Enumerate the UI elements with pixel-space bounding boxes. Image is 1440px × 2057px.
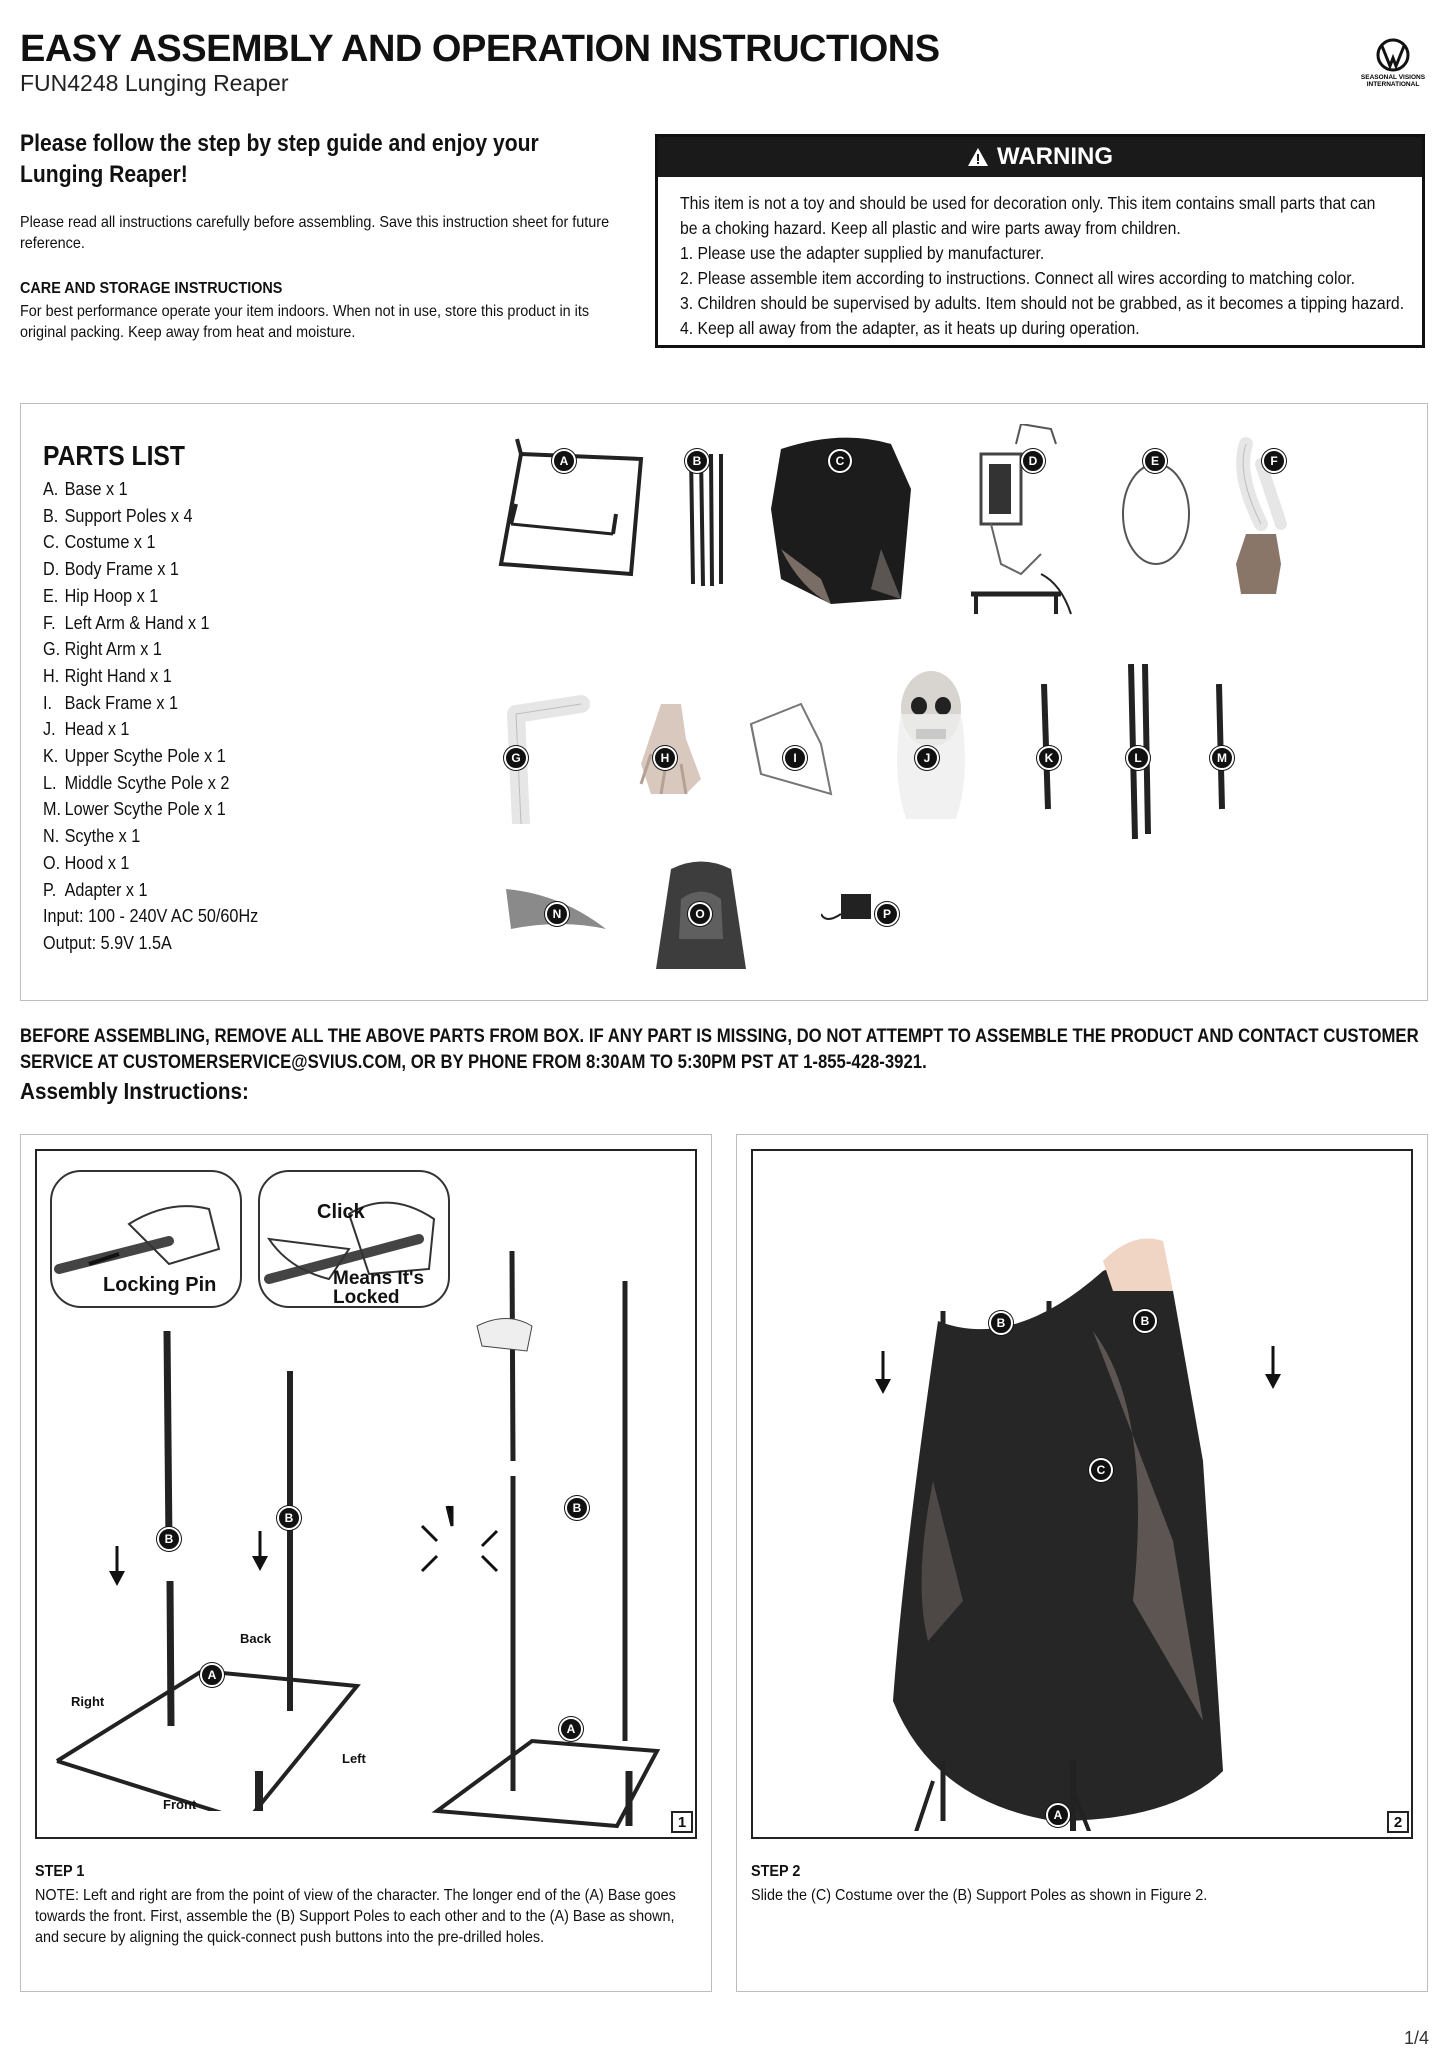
part-badge-a: A bbox=[552, 449, 576, 473]
warning-item4: 4. Keep all away from the adapter, as it heats up during operation. bbox=[680, 318, 1140, 338]
parts-list-item: P. Adapter x 1 bbox=[43, 879, 148, 900]
parts-list-item: O. Hood x 1 bbox=[43, 852, 130, 873]
part-badge-p: P bbox=[875, 902, 899, 926]
assembly-heading: Assembly Instructions: bbox=[20, 1078, 249, 1104]
means-locked-label: Means It's Locked bbox=[333, 1268, 425, 1308]
care-heading: CARE AND STORAGE INSTRUCTIONS bbox=[20, 280, 283, 297]
step1-label: STEP 1 bbox=[35, 1863, 85, 1880]
part-badge-g: G bbox=[504, 746, 528, 770]
parts-list-item: H. Right Hand x 1 bbox=[43, 665, 172, 686]
read-instructions-note: Please read all instructions carefully before assembling. Save this instruction sheet for future reference. bbox=[20, 214, 610, 252]
step1-badge-a-assembled: A bbox=[559, 1717, 583, 1741]
intro-heading-line2: Lunging Reaper! bbox=[20, 161, 188, 188]
warning-line1: This item is not a toy and should be used for decoration only. This item contains small parts that can bbox=[680, 193, 1376, 213]
parts-list-item: K. Upper Scythe Pole x 1 bbox=[43, 746, 226, 767]
front-label: Front bbox=[163, 1797, 197, 1812]
parts-list-item: E. Hip Hoop x 1 bbox=[43, 585, 159, 606]
parts-list-item: N. Scythe x 1 bbox=[43, 826, 141, 847]
part-badge-k: K bbox=[1037, 746, 1061, 770]
step1-assembled-illustration bbox=[397, 1251, 697, 1831]
step2-figure bbox=[751, 1149, 1413, 1839]
warning-text bbox=[680, 191, 1427, 341]
parts-list bbox=[43, 476, 258, 957]
part-badge-d: D bbox=[1021, 449, 1045, 473]
part-b-poles-image bbox=[681, 454, 731, 594]
intro-heading bbox=[20, 128, 539, 190]
warning-triangle-icon bbox=[967, 147, 989, 167]
step2-badge-b-left: B bbox=[989, 1311, 1013, 1335]
part-badge-c: C bbox=[828, 449, 852, 473]
parts-list-panel bbox=[20, 403, 1428, 1001]
warning-header bbox=[658, 137, 1422, 177]
step2-figure-number: 2 bbox=[1387, 1811, 1409, 1833]
part-badge-o: O bbox=[688, 902, 712, 926]
step2-label: STEP 2 bbox=[751, 1863, 801, 1880]
parts-list-item: J. Head x 1 bbox=[43, 719, 130, 740]
step2-badge-a: A bbox=[1046, 1803, 1070, 1827]
step2-badge-b-right: B bbox=[1133, 1309, 1157, 1333]
warning-box bbox=[655, 134, 1425, 348]
left-label: Left bbox=[342, 1751, 366, 1766]
svg-text:SEASONAL VISIONS: SEASONAL VISIONS bbox=[1360, 74, 1426, 81]
step1-panel bbox=[20, 1134, 712, 1992]
part-badge-f: F bbox=[1262, 449, 1286, 473]
right-label: Right bbox=[71, 1694, 105, 1709]
page-number: 1/4 bbox=[1404, 2028, 1430, 2048]
step1-badge-b-right: B bbox=[277, 1506, 301, 1530]
input-spec: Input: 100 - 240V AC 50/60Hz bbox=[43, 906, 259, 927]
parts-list-item: A. Base x 1 bbox=[43, 479, 128, 499]
locking-pin-label: Locking Pin bbox=[103, 1274, 217, 1296]
part-badge-n: N bbox=[545, 902, 569, 926]
brand-logo-icon bbox=[1358, 36, 1428, 88]
parts-list-item: G. Right Arm x 1 bbox=[43, 639, 162, 660]
part-badge-e: E bbox=[1143, 449, 1167, 473]
svg-text:INTERNATIONAL: INTERNATIONAL bbox=[1366, 81, 1420, 88]
parts-list-item: I. Back Frame x 1 bbox=[43, 692, 179, 713]
parts-list-item: B. Support Poles x 4 bbox=[43, 505, 193, 526]
parts-list-item: L. Middle Scythe Pole x 2 bbox=[43, 772, 230, 793]
intro-heading-line1: Please follow the step by step guide and enjoy your bbox=[20, 130, 539, 157]
output-spec: Output: 5.9V 1.5A bbox=[43, 932, 172, 953]
document-title: EASY ASSEMBLY AND OPERATION INSTRUCTIONS bbox=[20, 28, 940, 70]
part-badge-j: J bbox=[915, 746, 939, 770]
part-badge-b: B bbox=[685, 449, 709, 473]
product-subtitle: FUN4248 Lunging Reaper bbox=[20, 70, 289, 96]
brand-logo bbox=[1358, 36, 1428, 88]
warning-item3: 3. Children should be supervised by adults. Item should not be grabbed, as it becomes a tipping hazard. bbox=[680, 293, 1405, 313]
parts-list-item: F. Left Arm & Hand x 1 bbox=[43, 612, 210, 633]
step2-panel bbox=[736, 1134, 1428, 1992]
warning-title: WARNING bbox=[997, 143, 1113, 170]
warning-item2: 2. Please assemble item according to instructions. Connect all wires according to matching color. bbox=[680, 268, 1355, 288]
parts-list-item: M. Lower Scythe Pole x 1 bbox=[43, 799, 226, 820]
step1-badge-b-assembled: B bbox=[565, 1496, 589, 1520]
back-label: Back bbox=[240, 1631, 272, 1646]
click-label: Click bbox=[317, 1201, 365, 1223]
parts-list-item: C. Costume x 1 bbox=[43, 532, 156, 553]
step1-figure bbox=[35, 1149, 697, 1839]
part-badge-h: H bbox=[653, 746, 677, 770]
step1-badge-b-left: B bbox=[157, 1527, 181, 1551]
step1-badge-a: A bbox=[200, 1663, 224, 1687]
step1-figure-number: 1 bbox=[671, 1811, 693, 1833]
step2-costume-illustration bbox=[873, 1181, 1313, 1831]
warning-item1: 1. Please use the adapter supplied by manufacturer. bbox=[680, 243, 1045, 263]
part-j-head-image bbox=[886, 664, 976, 824]
part-e-hip-hoop-image bbox=[1111, 454, 1201, 584]
care-text: For best performance operate your item indoors. When not in use, store this product in its original packing. Keep away from heat and moisture. bbox=[20, 303, 590, 341]
parts-list-item: D. Body Frame x 1 bbox=[43, 559, 179, 580]
part-badge-m: M bbox=[1210, 746, 1234, 770]
step2-badge-c: C bbox=[1089, 1458, 1113, 1482]
parts-list-title: PARTS LIST bbox=[43, 440, 185, 471]
part-badge-l: L bbox=[1126, 746, 1150, 770]
missing-parts-notice: BEFORE ASSEMBLING, REMOVE ALL THE ABOVE PARTS FROM BOX. IF ANY PART IS MISSING, DO NOT ATTEMPT TO ASSEMBLE THE PRODUCT AND CONTACT CUSTOMER SERVICE AT CUSTOMERSERVICE@SVIUS.COM, OR BY PHONE FROM 8:30AM TO 5:30PM PST AT 1-855-428-3921. bbox=[20, 1026, 1419, 1073]
part-badge-i: I bbox=[783, 746, 807, 770]
step2-text: Slide the (C) Costume over the (B) Support Poles as shown in Figure 2. bbox=[751, 1887, 1208, 1904]
step1-text: NOTE: Left and right are from the point of view of the character. The longer end of the (A) Base goes towards the front. First, assemble the (B) Support Poles to each other and to the (A) Base as shown, and secure by aligning the quick-connect push buttons into the pre-drilled holes. bbox=[35, 1887, 676, 1946]
step1-base-illustration bbox=[47, 1331, 367, 1811]
warning-line2: be a choking hazard. Keep all plastic and wire parts away from children. bbox=[680, 218, 1181, 238]
part-d-body-frame-image bbox=[961, 424, 1081, 624]
